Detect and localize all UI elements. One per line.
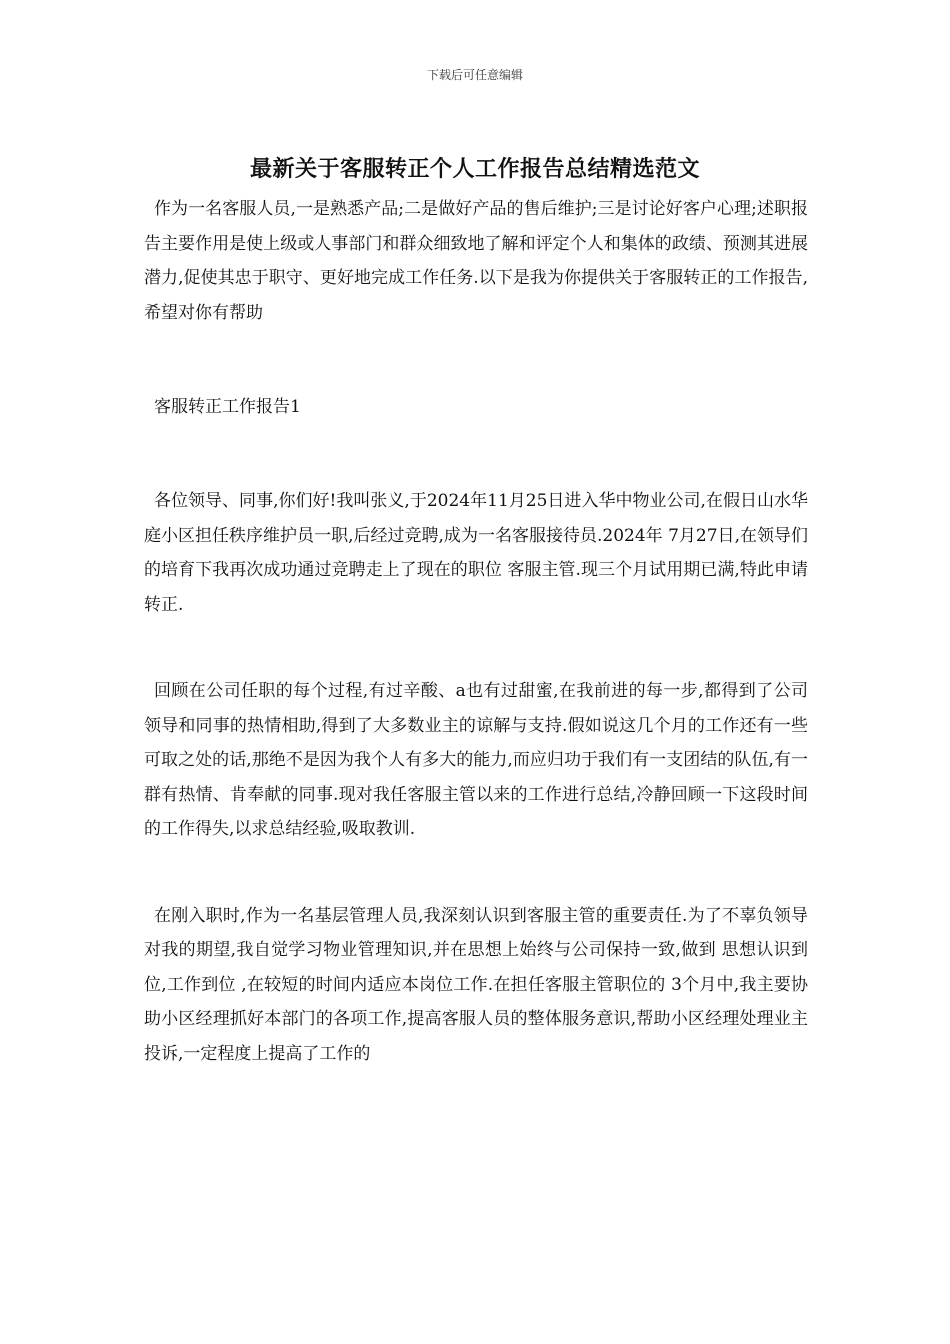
section-heading: 客服转正工作报告1 xyxy=(154,397,301,417)
spacer xyxy=(144,622,808,674)
body-paragraph-2: 回顾在公司任职的每个过程,有过辛酸、a也有过甜蜜,在我前进的每一步,都得到了公司领导和同事的热情相助,得到了大多数业主的谅解与支持.假如说这几个月的工作还有一些可取之处的话,那绝不是因为我个人有多大的能力,而应归功于我们有一支团结的队伍,有一群有热情、肯奉献的同事.现对我任客服主管以来的工作进行总结,冷静回顾一下这段时间的工作得失,以求总结经验,吸取教训. xyxy=(144,681,808,839)
spacer xyxy=(144,424,808,484)
intro-paragraph: 作为一名客服人员,一是熟悉产品;二是做好产品的售后维护;三是讨论好客户心理;述职报告主要作用是使上级或人事部门和群众细致地了解和评定个人和集体的政绩、预测其进展潜力,促使其忠于职守、更好地完成工作任务.以下是我为你提供关于客服转正的工作报告,希望对你有帮助 xyxy=(144,199,808,323)
spacer xyxy=(144,330,808,390)
spacer xyxy=(144,847,808,899)
body-paragraph-1: 各位领导、同事,你们好!我叫张义,于2024年11月25日进入华中物业公司,在假日山水华庭小区担任秩序维护员一职,后经过竞聘,成为一名客服接待员.2024年 7月27日,在领导们的培育下我再次成功通过竞聘走上了现在的职位 客服主管.现三个月试用期已满,特此申请转正. xyxy=(144,491,808,615)
body-paragraph-3: 在刚入职时,作为一名基层管理人员,我深刻认识到客服主管的重要责任.为了不辜负领导对我的期望,我自觉学习物业管理知识,并在思想上始终与公司保持一致,做到 思想认识到位,工作到位 ,在较短的时间内适应本岗位工作.在担任客服主管职位的 3个月中,我主要协助小区经理抓好本部门的各项工作,提高客服人员的整体服务意识,帮助小区经理处理业主投诉,一定程度上提高了工作的 xyxy=(144,905,808,1064)
document-title: 最新关于客服转正个人工作报告总结精选范文 xyxy=(249,156,700,182)
header-note: 下载后可任意编辑 xyxy=(426,68,523,82)
document-body xyxy=(144,192,808,1071)
